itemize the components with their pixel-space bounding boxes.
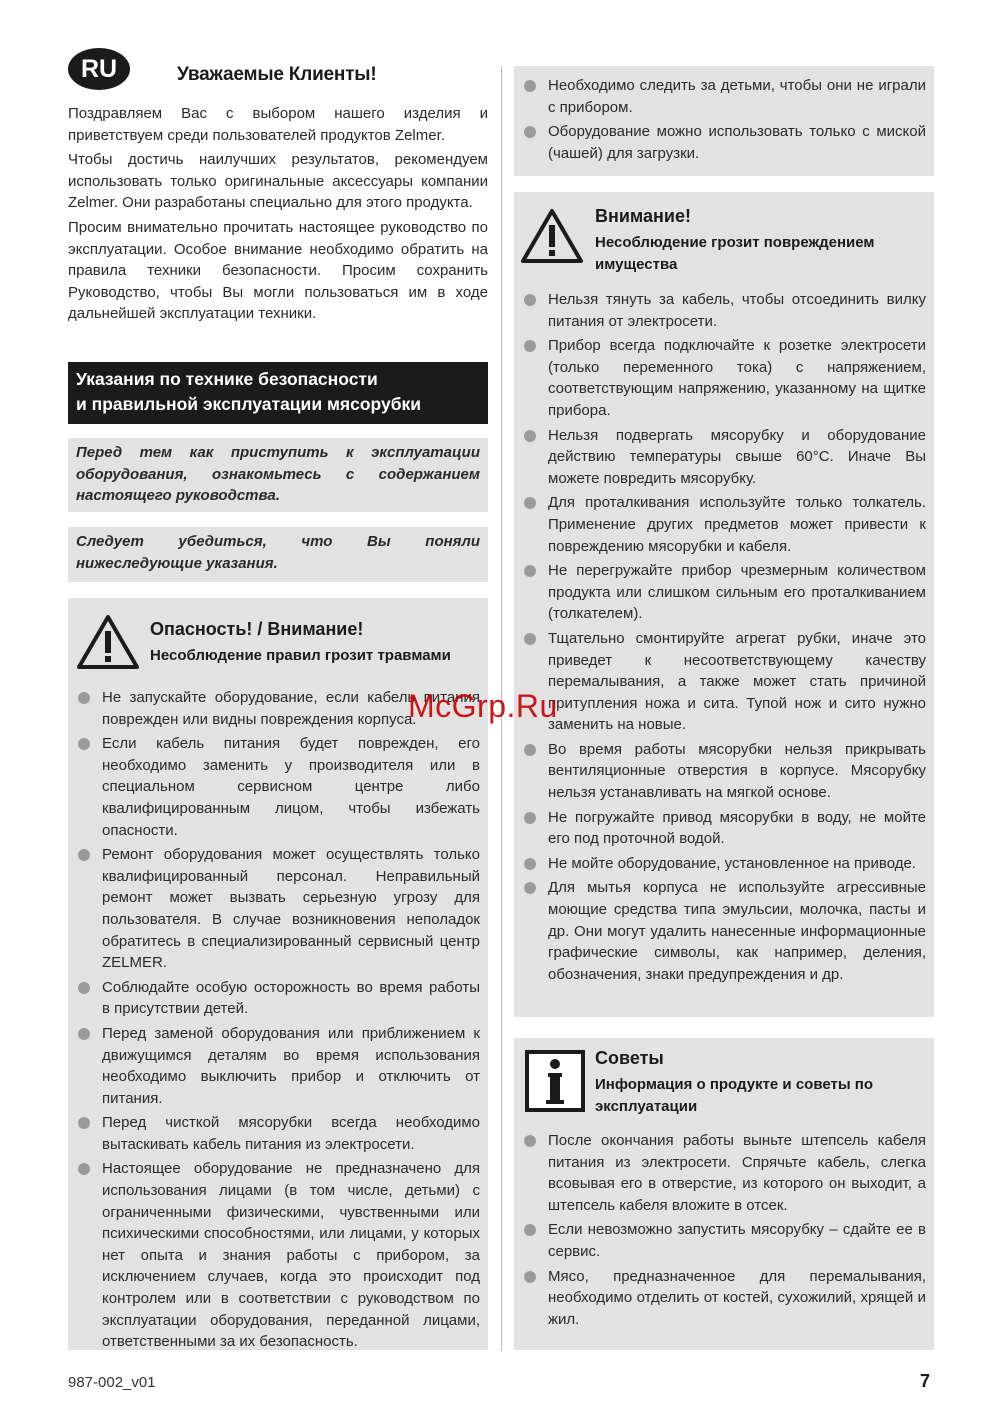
warning-triangle-icon xyxy=(520,208,584,264)
warning-box xyxy=(514,192,934,1017)
intro-text xyxy=(68,103,488,328)
list-item: Не погружайте привод мясорубки в воду, не мойте его под проточной водой. xyxy=(514,807,934,850)
note-understand: Следует убедиться, что Вы поняли нижеследующие указания. xyxy=(68,527,488,582)
list-item: Во время работы мясорубки нельзя прикрывать вентиляционные отверстия в корпусе. Мясорубку нельзя устанавливать на мягкой основе. xyxy=(514,739,934,804)
document-code: 987-002_v01 xyxy=(68,1374,156,1391)
tips-list xyxy=(514,1130,934,1333)
tips-title: Советы xyxy=(595,1048,664,1068)
intro-paragraph: Просим внимательно прочитать настоящее руководство по эксплуатации. Особое внимание необходимо обратить на правила техники безопасности. Просим сохранить Руководство, чтобы Вы могли пользоваться им в ходе дальнейшей эксплуатации техники. xyxy=(68,218,488,323)
list-item: Если невозможно запустить мясорубку – сдайте ее в сервис. xyxy=(514,1219,934,1262)
top-right-list xyxy=(514,75,934,167)
list-item: Прибор всегда подключайте к розетке электросети (только переменного тока) с напряжением, соответствующим напряжению, указанному на щитке прибора. xyxy=(514,335,934,421)
list-item: Настоящее оборудование не предназначено для использования лицами (в том числе, детьми) с ограниченными физическими, чувственными или психическими способностями, или лицами, у которых нет опыта и знания работы с прибором, за исключением случаев, когда это происходит под контролем или в соответствии с руководством по эксплуатации оборудования, переданной лицами, ответственными за их безопасность. xyxy=(68,1158,488,1352)
list-item: Для мытья корпуса не используйте агрессивные моющие средства типа эмульсии, молочка, пасты и др. Они могут удалить нанесенные информационные графические символы, как например, деления, обозначения, знаки предупреждения и др. xyxy=(514,877,934,985)
list-item: Оборудование можно использовать только с миской (чашей) для загрузки. xyxy=(514,121,934,164)
danger-title: Опасность! / Внимание! xyxy=(150,619,364,639)
list-item: Нельзя тянуть за кабель, чтобы отсоединить вилку питания от электросети. xyxy=(514,289,934,332)
watermark: McGrp.Ru xyxy=(408,688,558,724)
list-item: Не мойте оборудование, установленное на приводе. xyxy=(514,853,934,875)
list-item: Тщательно смонтируйте агрегат рубки, иначе это приведет к несоответствующему качеству перемалывания, а также может стать причиной притупления ножа и сита. Тупой нож и сито нужно заменить на новые. xyxy=(514,628,934,736)
warning-triangle-icon xyxy=(76,614,140,670)
list-item: Соблюдайте особую осторожность во время работы в присутствии детей. xyxy=(68,977,488,1020)
list-item: Перед чисткой мясорубки всегда необходимо вытаскивать кабель питания из электросети. xyxy=(68,1112,488,1155)
list-item: Не перегружайте прибор чрезмерным количеством продукта или слишком сильным его проталкиванием (толкателем). xyxy=(514,560,934,625)
intro-paragraph: Чтобы достичь наилучших результатов, рекомендуем использовать только оригинальные аксессуары компании Zelmer. Они разработаны специально для этого продукта. xyxy=(68,151,488,212)
tips-subtitle: Информация о продукте и советы по эксплуатации xyxy=(595,1076,874,1115)
danger-list xyxy=(68,687,488,1356)
intro-paragraph: Поздравляем Вас с выбором нашего изделия и приветствуем среди пользователей продуктов Zelmer. xyxy=(68,105,488,144)
danger-subtitle: Несоблюдение правил грозит травмами xyxy=(150,647,451,664)
section-heading-line: Указания по технике безопасности xyxy=(76,369,378,389)
greeting-title: Уважаемые Клиенты! xyxy=(177,64,377,85)
list-item: Необходимо следить за детьми, чтобы они не играли с прибором. xyxy=(514,75,934,118)
note-read-manual: Перед тем как приступить к эксплуатации оборудования, ознакомьтесь с содержанием настоящего руководства. xyxy=(68,438,488,512)
warning-subtitle: Несоблюдение грозит повреждением имущества xyxy=(595,234,875,273)
list-item: Перед заменой оборудования или приближением к движущимся деталям во время использования необходимо выключить прибор и отключить от питания. xyxy=(68,1023,488,1109)
top-right-box xyxy=(514,66,934,176)
list-item: Для проталкивания используйте только толкатель. Применение других предметов может привести к повреждению мясорубки и кабеля. xyxy=(514,492,934,557)
page-number: 7 xyxy=(920,1371,931,1391)
list-item: После окончания работы выньте штепсель кабеля питания из электросети. Спрячьте кабель, слегка всовывая его в отверстие, из которого он выходит, а штепсель кабеля вложите в отсек. xyxy=(514,1130,934,1216)
section-heading-line: и правильной эксплуатации мясорубки xyxy=(76,394,422,414)
tips-box xyxy=(514,1038,934,1350)
list-item: Нельзя подвергать мясорубку и оборудование действию температуры свыше 60°C. Иначе Вы можете повредить мясорубку. xyxy=(514,425,934,490)
list-item: Если кабель питания будет поврежден, его необходимо заменить у производителя или в специальном сервисном центре либо квалифицированным лицом, чтобы избежать опасности. xyxy=(68,733,488,841)
list-item: Ремонт оборудования может осуществлять только квалифицированный персонал. Неправильный ремонт может вызвать серьезную угрозу для пользователя. В случае возникновения неполадок обратитесь в специализированный сервисный центр ZELMER. xyxy=(68,844,488,974)
language-badge: RU xyxy=(68,48,130,90)
warning-list xyxy=(514,289,934,988)
info-icon xyxy=(525,1050,585,1112)
warning-title: Внимание! xyxy=(595,206,691,226)
section-heading xyxy=(68,362,488,424)
list-item: Не запускайте оборудование, если кабель питания поврежден или видны повреждения корпуса. xyxy=(68,687,488,730)
list-item: Мясо, предназначенное для перемалывания, необходимо отделить от костей, сухожилий, хрящей и жил. xyxy=(514,1266,934,1331)
